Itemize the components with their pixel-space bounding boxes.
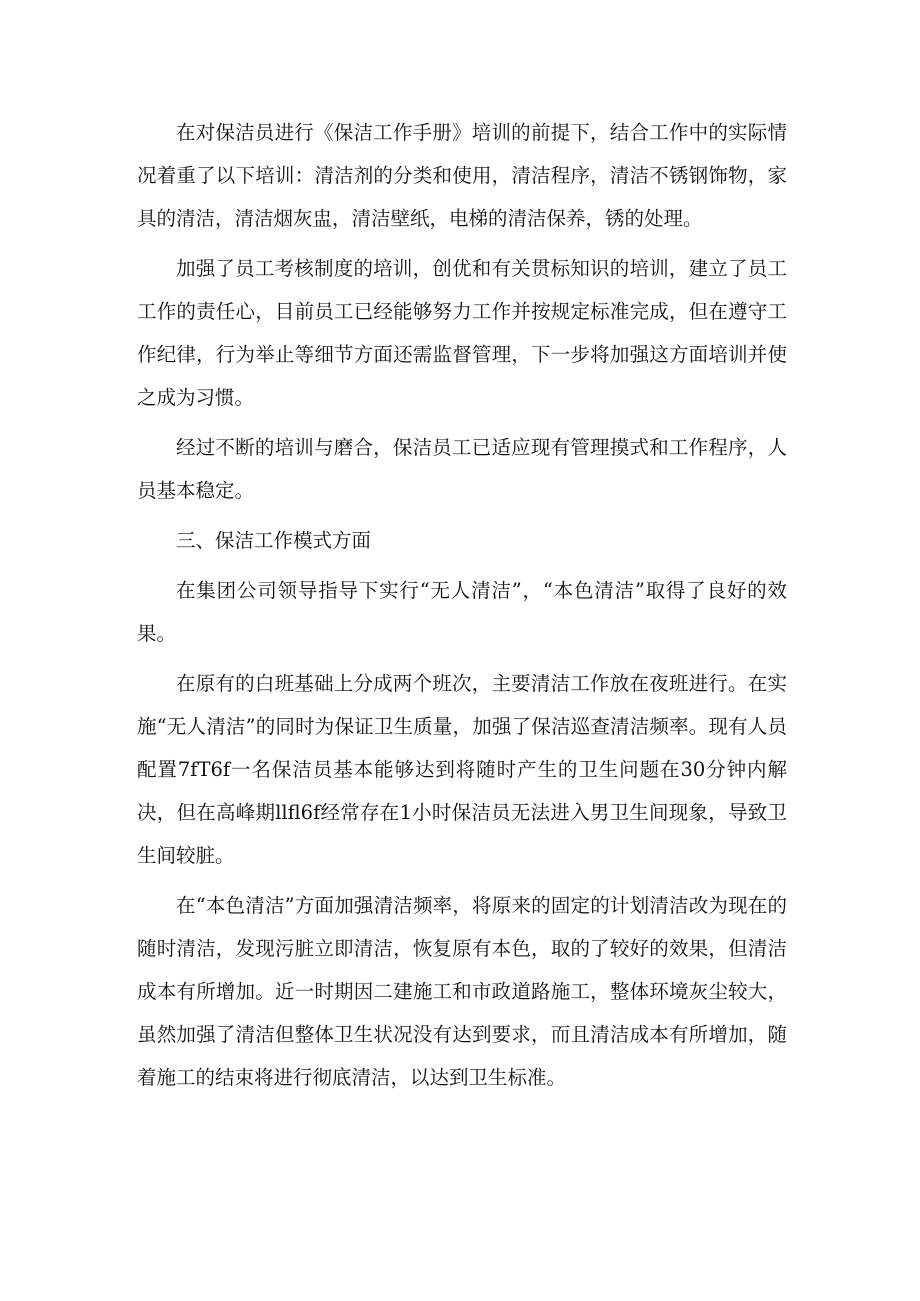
paragraph-shift-arrangement: 在原有的白班基础上分成两个班次，主要清洁工作放在夜班进行。在实施“无人清洁”的同时为保证卫生质量，加强了保洁巡查清洁频率。现有人员配置7fT6f一名保洁员基本能够达到将随时产生的卫生问题在30分钟内解决，但在高峰期llfl6f经常存在1小时保洁员无法进入男卫生间现象，导致卫生间较脏。 [137, 672, 787, 867]
document-body [137, 111, 787, 1106]
paragraph-natural-color-cleaning: 在“本色清洁”方面加强清洁频率，将原来的固定的计划清洁改为现在的随时清洁，发现污脏立即清洁，恢复原有本色，取的了较好的效果，但清洁成本有所增加。近一时期因二建施工和市政道路施工，整体环境灰尘较大，虽然加强了清洁但整体卫生状况没有达到要求，而且清洁成本有所增加，随着施工的结束将进行彻底清洁，以达到卫生标准。 [137, 894, 787, 1089]
section-heading-cleaning-mode: 三、保洁工作模式方面 [176, 529, 372, 552]
paragraph-training-manual: 在对保洁员进行《保洁工作手册》培训的前提下，结合工作中的实际情况着重了以下培训：清洁剂的分类和使用，清洁程序，清洁不锈钢饰物，家具的清洁，清洁烟灰盅，清洁壁纸，电梯的清洁保养，锈的处理。 [137, 121, 787, 230]
paragraph-staff-stability: 经过不断的培训与磨合，保洁员工已适应现有管理摸式和工作程序，人员基本稳定。 [137, 436, 787, 502]
paragraph-unattended-cleaning: 在集团公司领导指导下实行“无人清洁”，“本色清洁”取得了良好的效果。 [137, 579, 787, 645]
paragraph-assessment-training: 加强了员工考核制度的培训，创优和有关贯标知识的培训，建立了员工工作的责任心，目前员工已经能够努力工作并按规定标准完成，但在遵守工作纪律，行为举止等细节方面还需监督管理，下一步将加强这方面培训并使之成为习惯。 [137, 257, 787, 409]
